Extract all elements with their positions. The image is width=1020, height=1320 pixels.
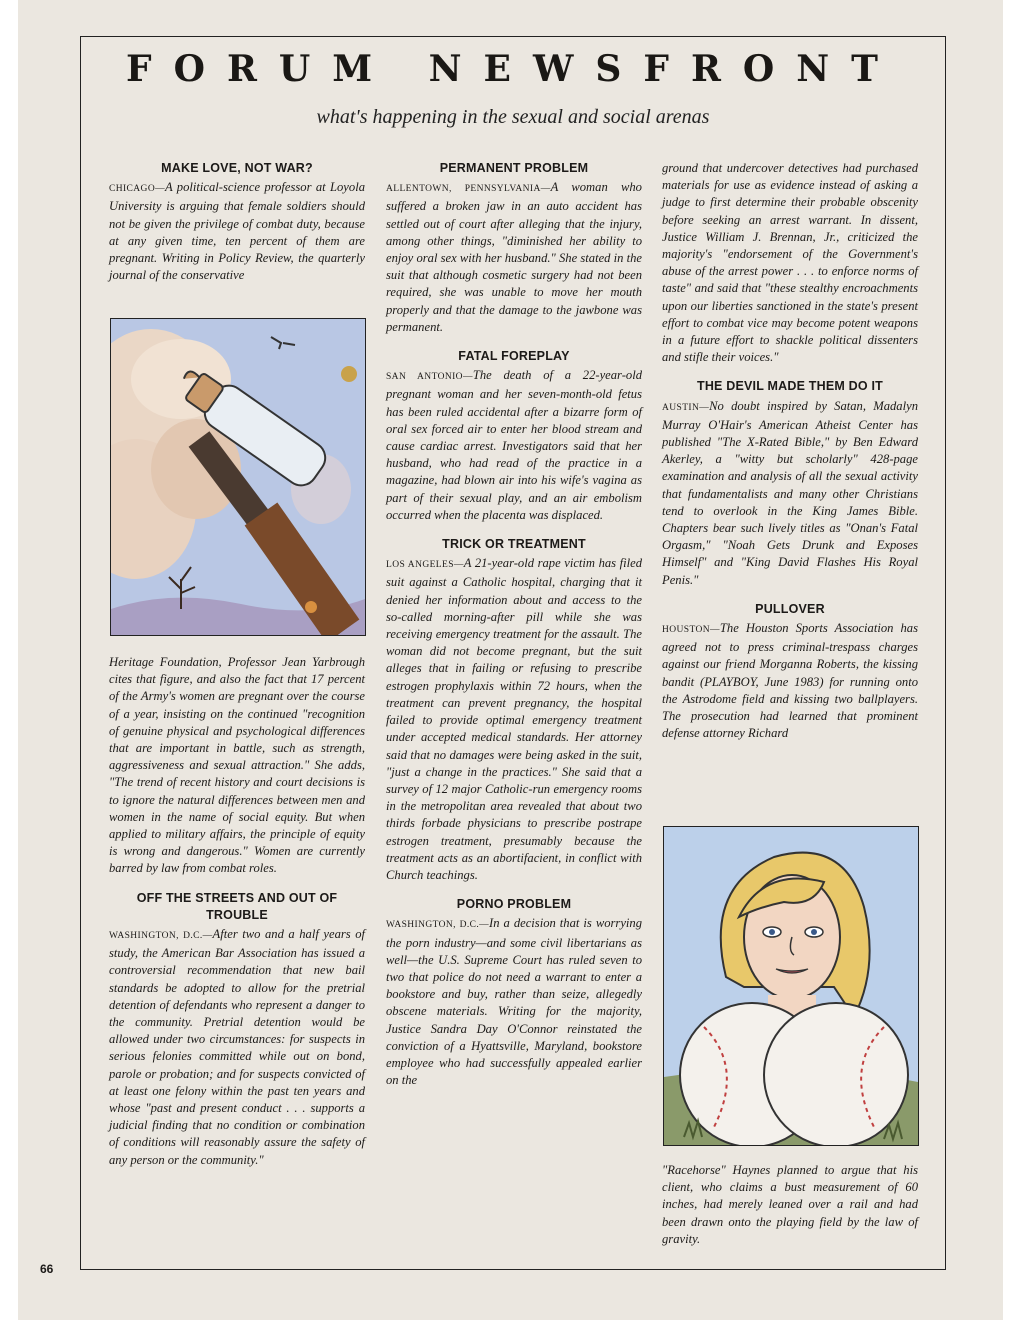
article-porno-problem-part1: WASHINGTON, D.C.—In a decision that is worrying the porn industry—and some civil libertarians as well—the U.S. Supreme Court has ruled seven to two that police do not need a warrant to enter a bookstore and buy, rather than seize, allegedly obscene materials. Writing for the majority, Justice Sandra Day O'Connor reinstated the conviction of a Hyattsville, Maryland, bookstore employee who had successfully appealed earlier on the [386, 916, 642, 1088]
dateline-san-antonio: SAN ANTONIO— [386, 372, 473, 383]
dateline-chicago: CHICAGO— [109, 184, 165, 195]
section-subtitle: what's happening in the sexual and social arenas [316, 106, 710, 128]
headline-fatal-foreplay: FATAL FOREPLAY [458, 349, 570, 364]
dateline-houston: HOUSTON— [662, 625, 720, 636]
column-3 [662, 160, 918, 743]
page-number: 66 [40, 1262, 54, 1276]
article-pullover-part1: HOUSTON—The Houston Sports Association has agreed not to press criminal-trespass charges against our friend Morganna Roberts, the kissing bandit (PLAYBOY, June 1983) for running onto the Astrodome field and kissing two ballplayers. The prosecution had learned that prominent defense attorney Richard [662, 621, 918, 741]
headline-permanent-problem: PERMANENT PROBLEM [439, 161, 589, 175]
article-fatal-foreplay: SAN ANTONIO—The death of a 22-year-old pregnant woman and her seven-month-old fetus has been ruled accidental after a bizarre form of oral sex forced air to enter her blood stream and cause cardiac arrest. Investigators said that her husband, who had read of the practice in a magazine, had blown air into his wife's vagina as part of their sexual play, and an air embolism occurred when the placenta was displaced. [386, 368, 642, 522]
article-off-the-streets: WASHINGTON, D.C.—After two and a half years of study, the American Bar Association has issued a controversial recommendation that new bail standards be adopted to allow for the pretrial detention of defendants who represent a danger to the community. Pretrial detention would be allowed under two circumstances: for suspects in serious felonies committed while out on bond, parole or probation; and for suspects convicted of at least one felony within the past ten years and whose "past and present conduct . . . supports a judicial finding that no condition or combination of conditions will reasonably assure the safety of any person or the community." [109, 927, 365, 1167]
headline-pullover: PULLOVER [755, 601, 825, 616]
article-devil-made-them: AUSTIN—No doubt inspired by Satan, Madalyn Murray O'Hair's American Atheist Center has published "The X-Rated Bible," by Ben Edward Akerley, a "witty but scholarly" 428-page examination and analysis of all the sexual activity that fundamentalists and many other Christians tend to overlook in the King James Bible. Chapters bear such lively titles as "Onan's Fatal Orgasm," "Noah Gets Drunk and Exposes Himself" and "King David Flashes His Royal Penis." [662, 398, 918, 587]
headline-devil-made-them: THE DEVIL MADE THEM DO IT [696, 379, 884, 394]
article-make-love-part1: CHICAGO—A political-science professor at Loyola University is arguing that female soldiers should not be given the privilege of combat duty, because at any given time, ten percent of them are pregnant. Writing in Policy Review, the quarterly journal of the conservative [109, 180, 365, 283]
dateline-austin: AUSTIN— [662, 402, 710, 413]
headline-make-love: MAKE LOVE, NOT WAR? [161, 161, 313, 175]
blonde-woman-baseballs-illustration-drawing [664, 827, 918, 1145]
footer-rule [80, 1269, 946, 1270]
article-porno-problem-part2: ground that undercover detectives had purchased materials for use as evidence instead of asking a judge to first determine their probable obscenity before seeking an arrest warrant. In dissent, Justice William J. Brennan, Jr., criticized the majority's "endorsement of the Government's abuse of the arrest power . . . to enforce norms of taste" and said that "these stealthy encroachments upon our liberties sanctioned in the state's present effort to combat vice may become potent weapons in a future effort to shackle political dissenters and stifle their voices." [662, 161, 918, 365]
column-3-bottom [662, 1162, 918, 1248]
dateline-los-angeles: LOS ANGELES— [386, 560, 464, 571]
baby-bottle-rifle-illustration-drawing [111, 319, 365, 635]
article-permanent-problem: ALLENTOWN, PENNSYLVANIA—A woman who suffered a broken jaw in an auto accident has settled out of court after alleging that the injury, among other things, "diminished her ability to enjoy oral sex with her husband." She stated in the suit that although cosmetic surgery had not been required, she was unable to move her mouth properly and that the damage to the jawbone was permanent. [386, 180, 642, 334]
headline-porno-problem: PORNO PROBLEM [456, 897, 572, 912]
article-trick-or-treatment: LOS ANGELES—A 21-year-old rape victim has filed suit against a Catholic hospital, charging that it denied her information about and access to the so-called morning-after pill while she was receiving emergency treatment for the assault. The woman did not become pregnant, but the suit alleges that in failing or refusing to prescribe estrogen prophylaxis within 72 hours, when the treatment can prevent pregnancy, the hospital failed to provide optimal emergency treatment under accepted medical standards. Her attorney said that no damages were being asked in the suit, "just a change in the practices." She said that a survey of 12 major Catholic-run emergency rooms in the metropolitan area revealed that about two thirds forbade physicians to prescribe postrape estrogen treatment, presumably because the treatment acts as an abortifacient, in conflict with Church teachings. [386, 556, 643, 882]
baby-bottle-rifle-illustration [110, 318, 366, 636]
headline-trick-or-treatment: TRICK OR TREATMENT [442, 537, 586, 552]
section-title: FORUM NEWSFRONT [126, 48, 900, 90]
dateline-washington-2: WASHINGTON, D.C.— [386, 920, 490, 931]
column-1-top [109, 160, 365, 284]
article-pullover-part2: "Racehorse" Haynes planned to argue that his client, who claims a bust measurement of 60 inches, had merely leaned over a rail and had been drawn onto the playing field by the law of gravity. [662, 1163, 918, 1246]
column-1-bottom [109, 654, 365, 1169]
dateline-allentown: ALLENTOWN, PENNSYLVANIA— [386, 184, 551, 195]
blonde-woman-baseballs-illustration [663, 826, 919, 1146]
article-make-love-part2: Heritage Foundation, Professor Jean Yarbrough cites that figure, and also the fact that 17 percent of the Army's women are pregnant over the course of a year, insisting on the continued "recognition of genuine physical and psychological differences that are important in battle, such as strength, aggressiveness and sexual attraction." She adds, "The trend of recent history and court decisions is to ignore the natural differences between men and women in the name of social equity. But when applied to military affairs, the principle of equity is wrong and dangerous." Women are currently barred by law from combat roles. [109, 655, 365, 876]
headline-off-the-streets: OFF THE STREETS AND OUT OF TROUBLE [136, 890, 338, 922]
column-2 [386, 160, 642, 1089]
dateline-washington-1: WASHINGTON, D.C.— [109, 931, 213, 942]
